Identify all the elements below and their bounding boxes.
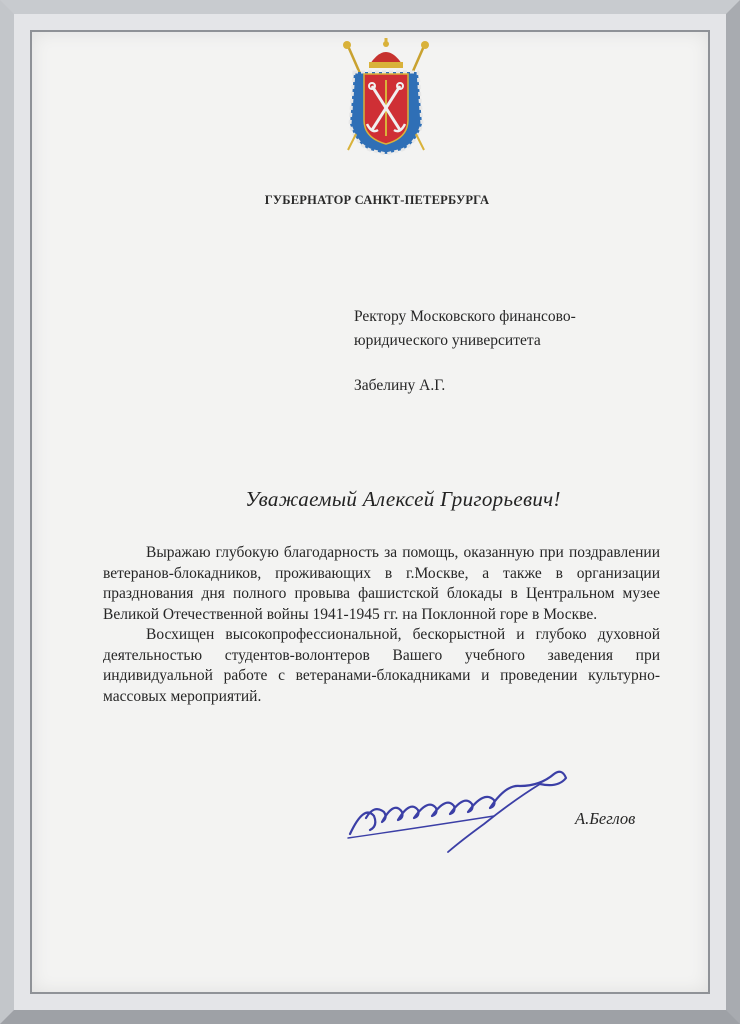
handwritten-signature-icon (344, 764, 576, 854)
signer-name: А.Беглов (575, 809, 636, 828)
recipient-block (354, 305, 684, 398)
recipient-line-1: Ректору Московского финансово- (354, 308, 576, 325)
letter-heading: ГУБЕРНАТОР САНКТ-ПЕТЕРБУРГА (264, 193, 490, 207)
paragraph-admiration: Восхищен высокопрофессиональной, бескорыстной и глубоко духовной деятельностью студентов-волонтеров Вашего учебного заведения при индивидуальной работе с ветеранами-блокадниками и проведении культурно-массовых мероприятий. (103, 626, 660, 705)
recipient-line-2: юридического университета (354, 332, 541, 349)
recipient-name: Забелину А.Г. (354, 377, 446, 394)
salutation: Уважаемый Алексей Григорьевич! (245, 487, 561, 511)
saint-petersburg-coat-of-arms-icon (340, 38, 432, 156)
letter-body (103, 543, 660, 707)
paragraph-gratitude: Выражаю глубокую благодарность за помощь, оказанную при поздравлении ветеранов-блокадников, проживающих в г.Москве, а также в организации празднования дня полного провыва фашистской блокады в Центральном музее Великой Отечественной войны 1941-1945 гг. на Поклонной горе в Москве. (103, 544, 660, 623)
